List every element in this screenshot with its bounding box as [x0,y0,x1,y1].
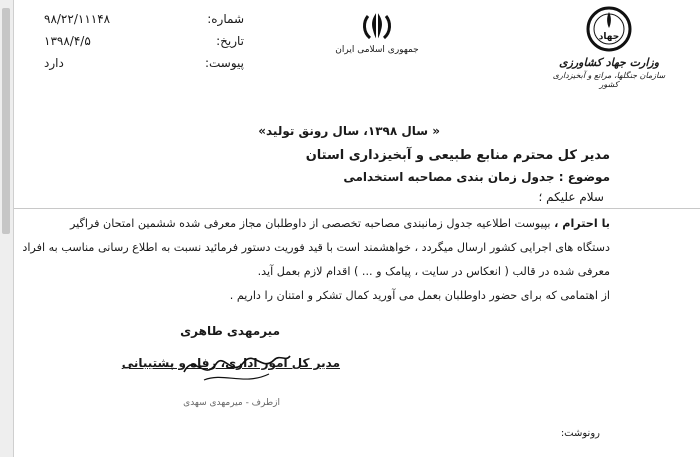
ministry-name: وزارت جهاد کشاورزی [558,56,660,69]
body-line-1 [20,212,610,236]
greeting: سلام علیکم ؛ [538,190,604,204]
attachment-value: دارد [44,56,64,70]
signatory-title: مدیر کل امور اداری، رفاه و پشتیبانی [121,356,340,370]
vertical-scrollbar[interactable] [0,0,14,457]
signature-caption: ازطرف - میرمهدی سهدی [183,398,280,408]
ministry-logo [544,6,674,89]
letter-meta [44,8,244,74]
body-line-3: معرفی شده در قالب ( انعکاس در سایت ، پیامک و ... ) اقدام لازم بعمل آید. [257,265,610,278]
recipient: مدیر کل محترم منابع طبیعی و آبخیزداری استان [305,148,610,163]
letter-page [14,0,700,457]
logo-mark-text: جهاد [598,32,620,42]
organization-name: سازمان جنگلها، مراتع و آبخیزداری کشور [552,71,666,89]
signatory-name: میرمهدی طاهری [180,324,280,338]
number-value: ۹۸/۲۲/۱۱۱۴۸ [44,12,111,26]
body-line-2: دستگاه های اجرایی کشور ارسال میگردد ، خواهشمند است با قید فوریت دستور فرمائید نسبت به اطلاع رسانی مناسب به افراد [22,241,610,254]
emblem-caption: جمهوری اسلامی ایران [335,45,419,55]
date-value: ۱۳۹۸/۴/۵ [44,34,91,48]
iran-emblem [332,10,422,55]
year-slogan: « سال ۱۳۹۸، سال رونق تولید» [258,124,440,138]
letter-body [20,212,610,308]
subject: موضوع : جدول زمان بندی مصاحبه استخدامی [343,170,610,184]
number-row [44,8,244,30]
handwritten-signature [174,342,294,392]
scrollbar-thumb[interactable] [2,8,10,234]
page-divider [14,208,700,209]
attachment-label: پیوست: [204,56,244,70]
salutation: با احترام ، [554,217,610,230]
body-line-1-text: بپیوست اطلاعیه جدول زمانبندی مصاحبه تخصصی از داوطلبان مجاز معرفی شده ششمین امتحان فراگیر [69,217,551,230]
number-label: شماره: [207,12,244,26]
iran-emblem-icon [360,10,394,42]
date-label: تاریخ: [216,34,244,48]
date-row [44,30,244,52]
attachment-row [44,52,244,74]
jahad-logo-icon [586,6,632,52]
body-line-4: از اهتمامی که برای حضور داوطلبان بعمل می آورید کمال تشکر و امتنان را داریم . [229,289,610,302]
cc-label: رونوشت: [560,428,600,439]
